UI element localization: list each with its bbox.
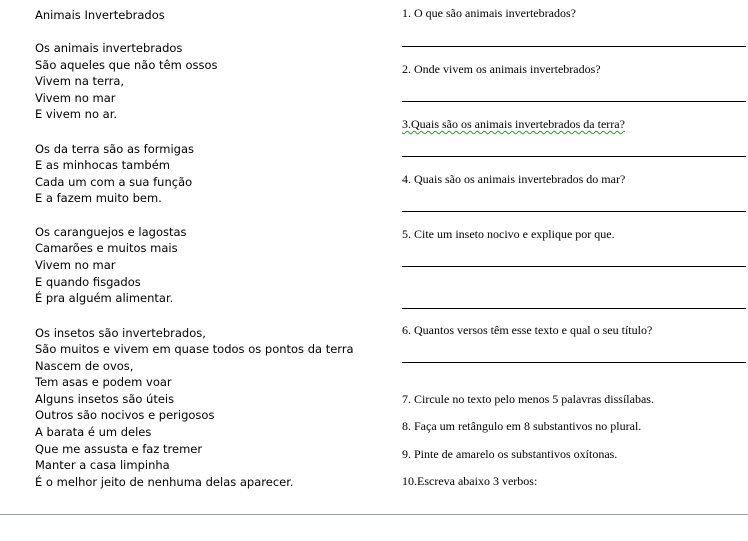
question-7: 7. Circule no texto pelo menos 5 palavras dissílabas. xyxy=(402,392,654,406)
poem-line: Vivem no mar xyxy=(35,258,116,272)
answer-line[interactable] xyxy=(402,156,746,157)
answer-line[interactable] xyxy=(402,362,746,363)
question-6: 6. Quantos versos têm esse texto e qual o seu título? xyxy=(402,323,653,337)
question-2: 2. Onde vivem os animais invertebrados? xyxy=(402,62,601,76)
answer-line[interactable] xyxy=(402,46,746,47)
poem-line: Vivem na terra, xyxy=(35,74,125,88)
poem-line: Os da terra são as formigas xyxy=(35,142,195,156)
poem-line: Os insetos são invertebrados, xyxy=(35,326,206,340)
answer-line[interactable] xyxy=(402,211,746,212)
poem-line: Que me assusta e faz tremer xyxy=(35,442,203,456)
question-8: 8. Faça um retângulo em 8 substantivos no plural. xyxy=(402,419,642,433)
answer-line[interactable] xyxy=(402,308,746,309)
poem-line: É o melhor jeito de nenhuma delas aparecer. xyxy=(35,475,294,489)
page-gap xyxy=(0,515,748,541)
poem-line: Tem asas e podem voar xyxy=(35,375,172,389)
poem-line: A barata é um deles xyxy=(35,425,152,439)
poem-line: Os animais invertebrados xyxy=(35,41,183,55)
poem-line: Nascem de ovos, xyxy=(35,359,134,373)
poem-line: Manter a casa limpinha xyxy=(35,458,170,472)
question-10: 10.Escreva abaixo 3 verbos: xyxy=(402,474,538,488)
poem-line: Camarões e muitos mais xyxy=(35,241,178,255)
poem-line: Alguns insetos são úteis xyxy=(35,392,175,406)
poem-line: São aqueles que não têm ossos xyxy=(35,58,218,72)
answer-line[interactable] xyxy=(402,101,746,102)
poem-line: Outros são nocivos e perigosos xyxy=(35,408,215,422)
question-9: 9. Pinte de amarelo os substantivos oxítonas. xyxy=(402,447,618,461)
poem-line: E a fazem muito bem. xyxy=(35,191,162,205)
poem-line: E quando fisgados xyxy=(35,275,141,289)
question-4: 4. Quais são os animais invertebrados do mar? xyxy=(402,172,626,186)
poem-line: Os caranguejos e lagostas xyxy=(35,225,187,239)
poem-title: Animais Invertebrados xyxy=(35,8,165,22)
question-3: 3.Quais são os animais invertebrados da terra? xyxy=(402,117,625,131)
poem-line: É pra alguém alimentar. xyxy=(35,291,174,305)
poem-line: E vivem no ar. xyxy=(35,107,118,121)
poem-line: Vivem no mar xyxy=(35,91,116,105)
poem-line: São muitos e vivem em quase todos os pontos da terra xyxy=(35,342,354,356)
poem-line: Cada um com a sua função xyxy=(35,175,193,189)
answer-line[interactable] xyxy=(402,266,746,267)
poem-line: E as minhocas também xyxy=(35,158,170,172)
question-5: 5. Cite um inseto nocivo e explique por que. xyxy=(402,227,615,241)
question-1: 1. O que são animais invertebrados? xyxy=(402,6,576,20)
